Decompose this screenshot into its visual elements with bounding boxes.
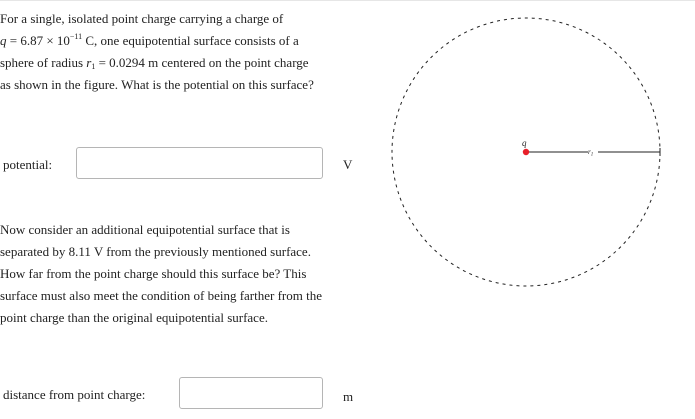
question-2-line-4: surface must also meet the condition of being farther from the [0,288,323,303]
charge-exponent: −11 [69,32,83,41]
distance-label: distance from point charge: [3,387,146,402]
question-2-line-2: separated by 8.11 V from the previously mentioned surface. [0,244,311,259]
charge-symbol: q [0,33,7,48]
potential-unit: V [343,157,353,172]
charge-label: q [522,138,527,148]
radius-subscript: 1 [91,62,96,71]
radius-symbol: r [86,55,92,70]
top-divider [0,0,695,1]
question-2-line-3: How far from the point charge should this surface be? This [0,266,307,281]
distance-unit: m [343,389,354,404]
question-1-line-2-tail: C, one equipotential surface consists of a [85,33,299,48]
potential-input[interactable] [76,147,323,179]
radius-value: = 0.0294 m centered on the point charge [98,55,309,70]
distance-input[interactable] [179,377,323,409]
question-2-line-5: point charge than the original equipotential surface. [0,310,268,325]
question-2-text [0,219,362,329]
question-1-line-3-start: sphere of radius [0,55,84,70]
equipotential-figure [380,10,680,300]
question-1-text [0,8,362,96]
point-charge [523,149,529,155]
radius-label-subscript: 1 [590,152,594,158]
question-1-line-1: For a single, isolated point charge carrying a charge of [0,11,284,26]
question-1-line-4: as shown in the figure. What is the potential on this surface? [0,77,314,92]
radius-label [588,148,593,158]
potential-label: potential: [3,157,53,172]
charge-value: = 6.87 × 10 [9,33,70,48]
question-2-line-1: Now consider an additional equipotential surface that is [0,222,290,237]
radius-label-letter: r [588,148,591,156]
